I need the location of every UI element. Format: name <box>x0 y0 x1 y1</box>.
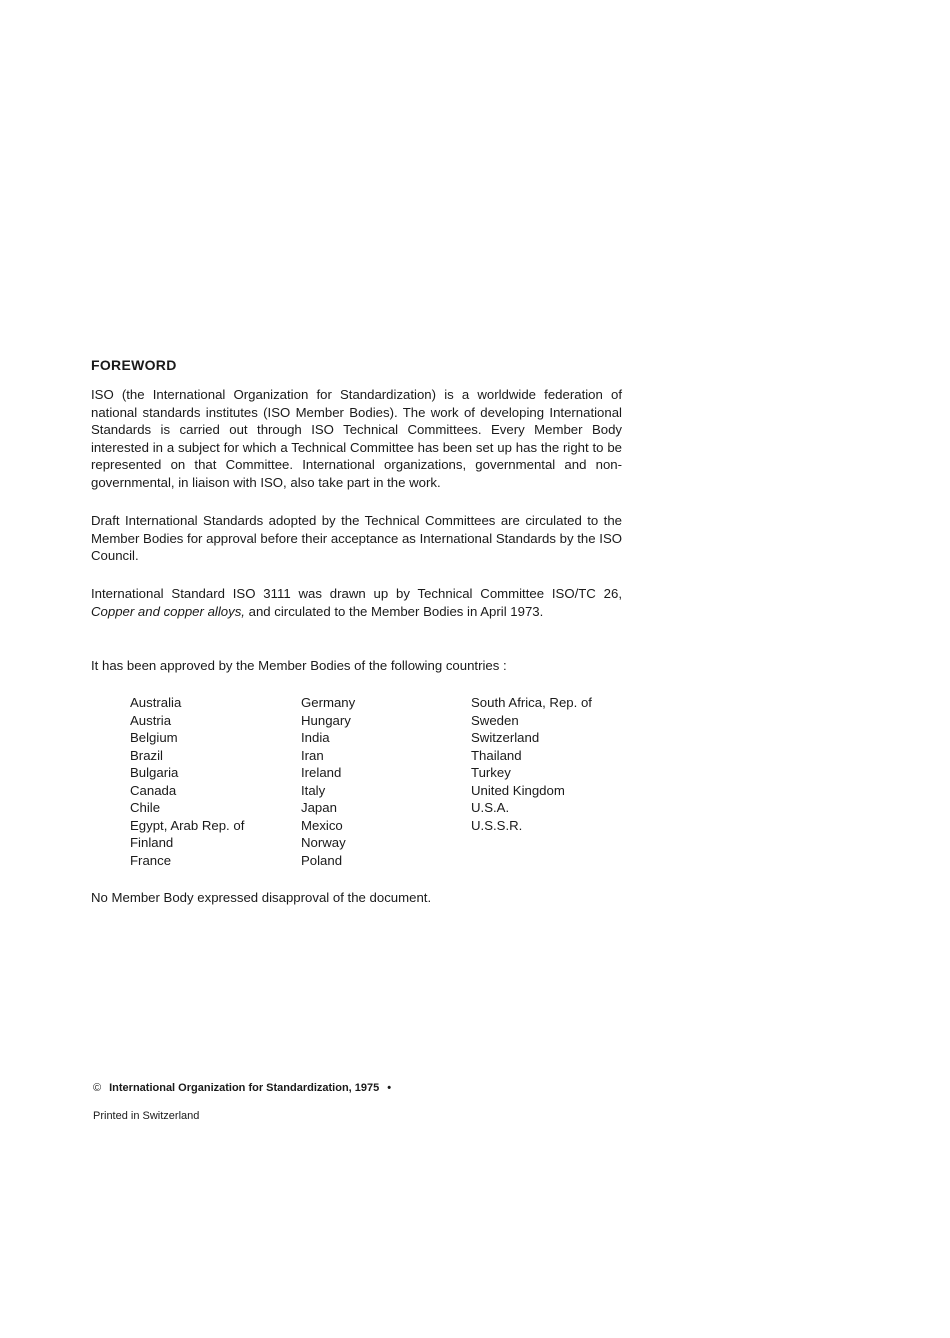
country-list <box>130 694 641 869</box>
country-item: France <box>130 852 172 868</box>
country-item: Iran <box>301 747 324 763</box>
country-item: Turkey <box>471 765 511 780</box>
country-item: Switzerland <box>471 730 540 745</box>
country-column-3 <box>471 694 641 869</box>
paragraph-approval: It has been approved by the Member Bodies of the following countries : <box>91 658 507 673</box>
country-item: Finland <box>130 835 174 850</box>
committee-title: Copper and copper alloys, <box>91 603 245 619</box>
paragraph-no-disapproval: No Member Body expressed disapproval of the document. <box>91 890 432 905</box>
country-item: Belgium <box>130 730 178 745</box>
country-item: Ireland <box>301 765 342 780</box>
country-item: Italy <box>301 782 326 798</box>
copyright-line <box>93 1082 391 1094</box>
country-item: Brazil <box>130 747 163 763</box>
bullet-icon: • <box>387 1082 392 1094</box>
paragraph-draft-standards: Draft International Standards adopted by the Technical Committees are circulated to the Member Bodies for approval before their acceptance as International Standards by the ISO Council. <box>91 513 622 564</box>
country-item: Austria <box>130 712 172 728</box>
country-item: India <box>301 730 330 745</box>
country-item: Mexico <box>301 817 343 833</box>
paragraph-iso-intro: ISO (the International Organization for Standardization) is a worldwide federation of national standards institutes (ISO Member Bodies). The work of developing International Standards is carried out through ISO Technical Committees. Every Member Body interested in a subject for which a Technical Committee has been set up has the right to be represented on that Committee. International organizations, governmental and non-governmental, in liaison with ISO, also take part in the work. <box>91 387 622 490</box>
country-item: Canada <box>130 782 177 798</box>
country-item: Sweden <box>471 712 519 728</box>
paragraph-standard-origin-end: and circulated to the Member Bodies in April 1973. <box>244 603 544 619</box>
country-column-2 <box>301 694 471 869</box>
country-item: Bulgaria <box>130 765 179 780</box>
country-item: Chile <box>130 800 161 815</box>
paragraph-standard-origin <box>91 585 622 620</box>
printed-location: Printed in Switzerland <box>93 1110 200 1122</box>
country-item: Germany <box>301 695 356 710</box>
country-item: Australia <box>130 695 182 710</box>
copyright-icon: © <box>93 1082 102 1094</box>
country-column-1 <box>130 694 301 869</box>
copyright-text: International Organization for Standardization, 1975 <box>109 1082 380 1094</box>
country-item: U.S.A. <box>471 800 510 815</box>
paragraph-standard-origin-start: International Standard ISO 3111 was drawn up by Technical Committee ISO/TC 26, <box>91 586 622 601</box>
country-item: Japan <box>301 800 337 815</box>
country-item: Norway <box>301 835 346 850</box>
foreword-heading: FOREWORD <box>91 357 177 373</box>
country-item: Hungary <box>301 712 351 728</box>
country-item: Poland <box>301 852 343 868</box>
country-item: South Africa, Rep. of <box>471 695 592 710</box>
country-item: Thailand <box>471 747 522 763</box>
country-item: United Kingdom <box>471 782 565 798</box>
country-item: U.S.S.R. <box>471 817 523 833</box>
country-item: Egypt, Arab Rep. of <box>130 817 245 833</box>
